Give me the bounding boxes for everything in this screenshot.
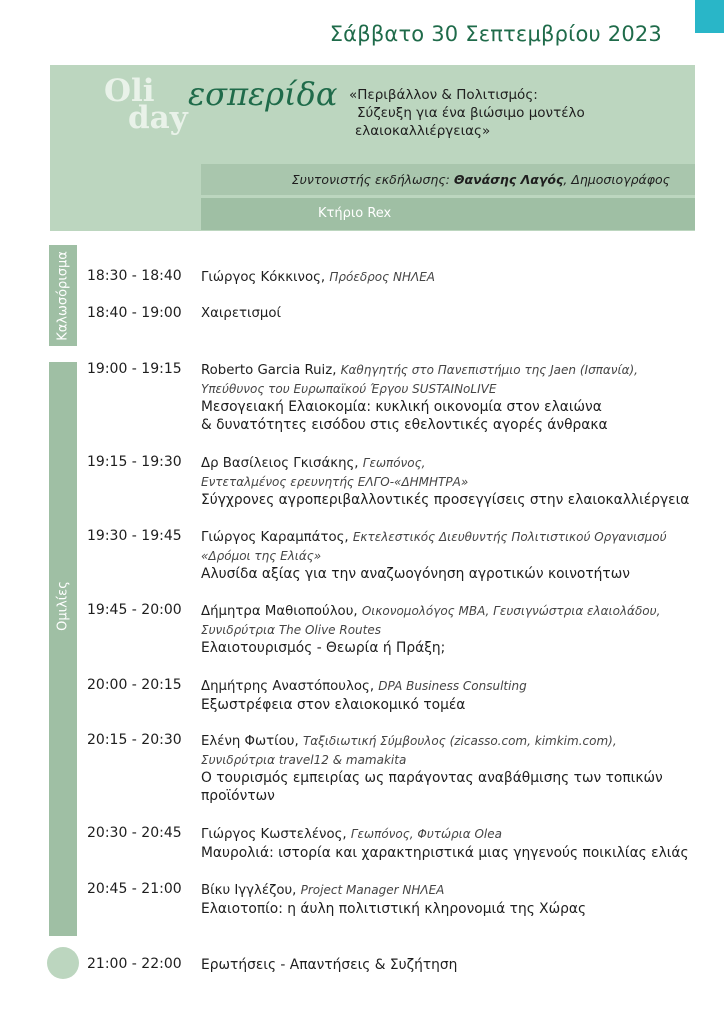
talk-topic: Ελαιοτουρισμός - Θεωρία ή Πράξη;: [201, 640, 446, 656]
coordinator-name: Θανάσης Λαγός: [453, 172, 564, 187]
speaker-role: DPA Business Consulting: [378, 679, 527, 693]
welcome-time: 18:40 - 19:00: [87, 305, 182, 321]
logo-oli: Oli: [104, 73, 155, 109]
talk-time: 19:15 - 19:30: [87, 454, 182, 470]
speaker-name: Γιώργος Κόκκινος,: [201, 270, 330, 285]
talk-entry: [201, 825, 701, 862]
speaker-role-line2: «Δρόμοι της Ελιάς»: [201, 549, 322, 563]
speaker-role: Καθηγητής στο Πανεπιστήμιο της Jaen (Ισπανία),: [340, 363, 638, 377]
speaker-role-line2: Υπεύθυνος του Ευρωπαϊκού Έργου SUSTAINoLIVE: [201, 382, 497, 396]
welcome-entry: [201, 268, 701, 287]
speaker-role: Οικονομολόγος MBA, Γευσιγνώστρια ελαιολάδου,: [361, 604, 661, 618]
talk-time: 20:30 - 20:45: [87, 825, 182, 841]
talk-time: 19:30 - 19:45: [87, 528, 182, 544]
talk-time: 19:00 - 19:15: [87, 361, 182, 377]
talk-topic: Μεσογειακή Ελαιοκομία: κυκλική οικονομία στον ελαιώνα: [201, 399, 602, 415]
talk-entry: [201, 677, 701, 714]
speaker-role: Project Manager ΝΗΛΕΑ: [300, 883, 445, 897]
closing-circle: [47, 947, 79, 979]
speaker-name: Δρ Βασίλειος Γκισάκης,: [201, 456, 363, 471]
talk-entry: [201, 732, 701, 805]
talk-topic: προϊόντων: [201, 788, 275, 804]
speaker-name: Δημήτρης Αναστόπουλος,: [201, 679, 379, 694]
coordinator-suffix: , Δημοσιογράφος: [563, 172, 670, 187]
talk-entry: [201, 454, 701, 509]
talk-entry: [201, 528, 701, 583]
venue-bar: [201, 198, 695, 230]
speaker-role: Πρόεδρος ΝΗΛΕΑ: [329, 270, 436, 284]
talk-entry: [201, 881, 701, 918]
speaker-name: Βίκυ Ιγγλέζου,: [201, 883, 301, 898]
coordinator-prefix: Συντονιστής εκδήλωσης:: [291, 172, 454, 187]
closing-time: 21:00 - 22:00: [87, 956, 182, 972]
talk-topic: Ο τουρισμός εμπειρίας ως παράγοντας αναβάθμισης των τοπικών: [201, 770, 663, 786]
event-date: Σάββατο 30 Σεπτεμβρίου 2023: [329, 22, 662, 46]
welcome-section-label: Καλωσόρισμα: [55, 251, 71, 341]
talk-topic: Αλυσίδα αξίας για την αναζωογόνηση αγροτικών κοινοτήτων: [201, 566, 630, 582]
talk-topic: Ελαιοτοπίο: η άυλη πολιτιστική κληρονομιά της Χώρας: [201, 901, 587, 917]
talk-time: 20:00 - 20:15: [87, 677, 182, 693]
speaker-name: Γιώργος Καραμπάτος,: [201, 530, 353, 545]
talk-time: 19:45 - 20:00: [87, 602, 182, 618]
speaker-role: Γεωπόνος,: [362, 456, 426, 470]
closing-entry: [201, 956, 701, 974]
talk-topic: & δυνατότητες εισόδου στις εθελοντικές αγορές άνθρακα: [201, 417, 608, 433]
talks-sidebar: [49, 362, 77, 936]
speaker-role: Ταξιδιωτική Σύμβουλος (zicasso.com, kimkim.com),: [302, 734, 617, 748]
speaker-name: Ελένη Φωτίου,: [201, 734, 303, 749]
speaker-role-line2: Συνιδρύτρια travel12 & mamakita: [201, 753, 407, 767]
speaker-role-line2: Συνιδρύτρια The Olive Routes: [201, 623, 381, 637]
talk-time: 20:45 - 21:00: [87, 881, 182, 897]
speaker-role: Γεωπόνος, Φυτώρια Olea: [350, 827, 502, 841]
coordinator-text: [201, 164, 670, 195]
speaker-name: Δήμητρα Μαθιοπούλου,: [201, 604, 362, 619]
talk-topic: Μαυρολιά: ιστορία και χαρακτηριστικά μιας γηγενούς ποικιλίας ελιάς: [201, 845, 689, 861]
talks-section-label: Ομιλίες: [55, 581, 71, 631]
event-title-line: «Περιβάλλον & Πολιτισμός:: [349, 87, 538, 103]
event-title: [349, 86, 585, 140]
venue: Κτήριο Rex: [318, 206, 392, 221]
welcome-entry: [201, 305, 701, 323]
event-title-line: Σύζευξη για ένα βιώσιμο μοντέλο: [357, 105, 585, 121]
talk-topic: Σύγχρονες αγροπεριβαλλοντικές προσεγγίσεις στην ελαιοκαλλιέργεια: [201, 492, 690, 508]
talk-time: 20:15 - 20:30: [87, 732, 182, 748]
talk-entry: [201, 602, 701, 657]
speaker-name: Γιώργος Κωστελένος,: [201, 827, 351, 842]
logo-day: day: [128, 100, 188, 136]
speaker-role: Εκτελεστικός Διευθυντής Πολιτιστικού Οργανισμού: [352, 530, 667, 544]
event-title-line: ελαιοκαλλιέργειας»: [355, 123, 491, 139]
speaker-name: Roberto Garcia Ruiz,: [201, 363, 341, 378]
greetings: Χαιρετισμοί: [201, 306, 282, 321]
talk-topic: Εξωστρέφεια στον ελαιοκομικό τομέα: [201, 697, 466, 713]
logo-esperida: εσπερίδα: [188, 75, 338, 113]
talk-entry: [201, 361, 701, 434]
welcome-time: 18:30 - 18:40: [87, 268, 182, 284]
corner-accent: [695, 0, 724, 33]
speaker-role-line2: Εντεταλμένος ερευνητής ΕΛΓΟ-«ΔΗΜΗΤΡΑ»: [201, 475, 469, 489]
closing-label: Ερωτήσεις - Απαντήσεις & Συζήτηση: [201, 957, 458, 973]
